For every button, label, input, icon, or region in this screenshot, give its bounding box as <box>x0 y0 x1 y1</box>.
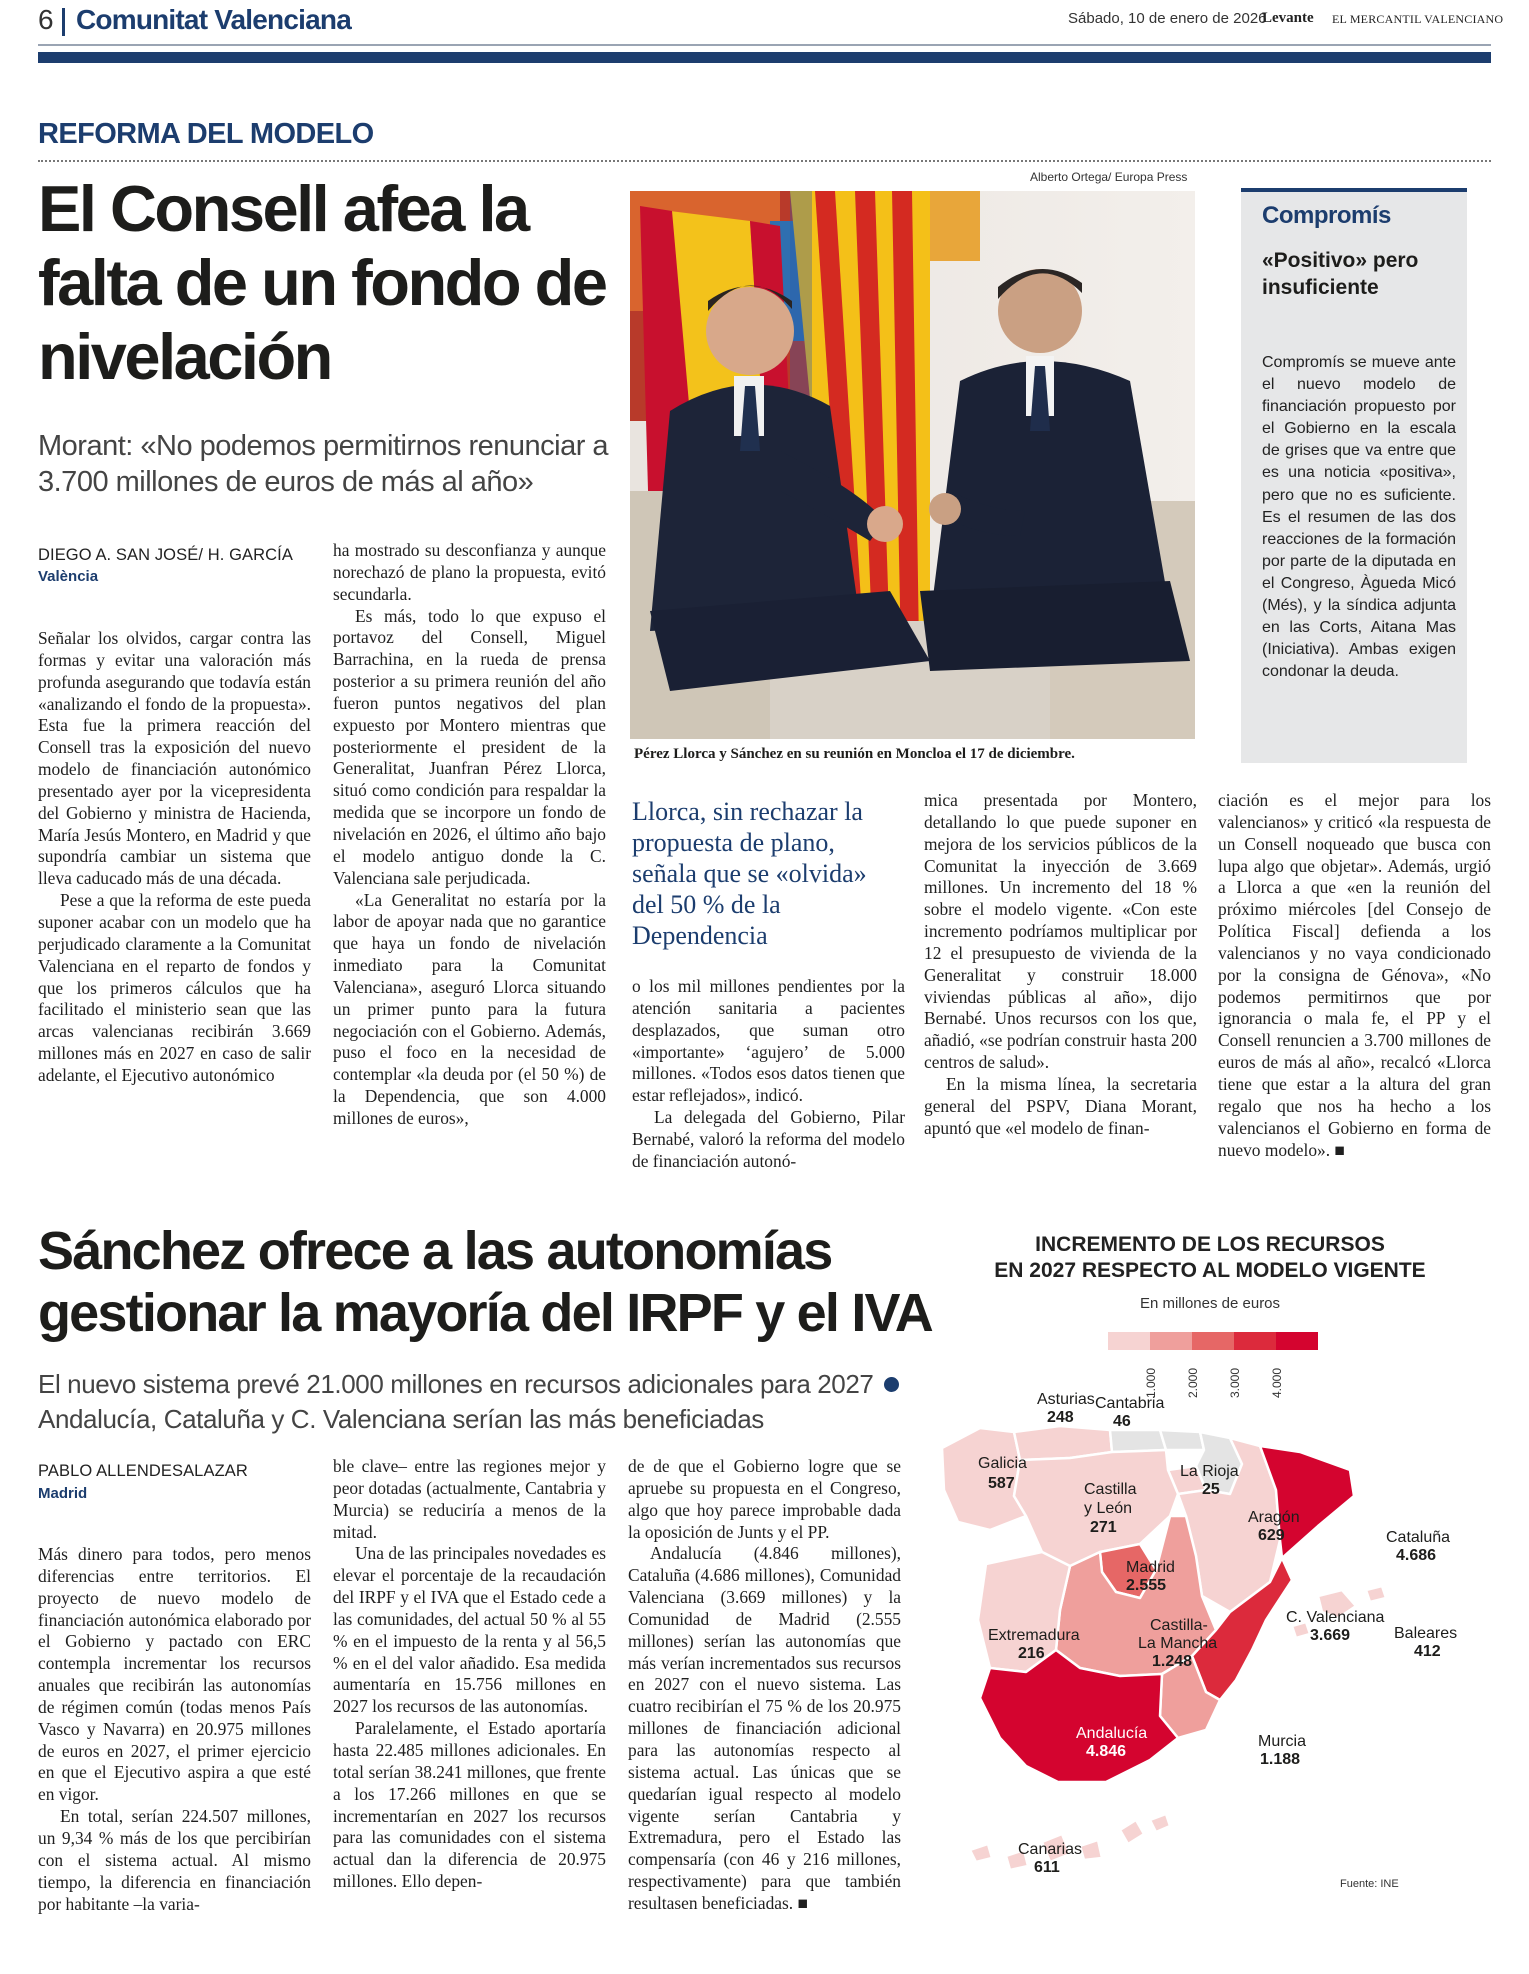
legend <box>1108 1332 1318 1398</box>
label-madrid-value: 2.555 <box>1126 1577 1167 1594</box>
legend-swatch-2 <box>1150 1332 1192 1350</box>
label-clm-value: 1.248 <box>1152 1653 1193 1670</box>
paragraph: Una de las principales novedades es elevar el porcentaje de la recaudación del IRPF y el IVA que el Estado cede a las comunidades, del actual 50 % al 55 % en el impuesto de la renta y al 56,5 % en el del valor añadido. Esa medida aumentaría en 15.756 millones en 2027 los recursos de las autonomías. <box>333 1543 606 1717</box>
sidebar-body: Compromís se mueve ante el nuevo modelo de financiación propuesto por el Gobierno en la escala de grises que va entre que es una noticia «positiva», pero que no es suficiente. Es el resumen de las dos reacciones de la formación por parte de la diputada en el Congreso, Àgueda Micó (Més), y la síndica adjunta en las Corts, Aitana Mas (Iniciativa). Ambas exigen condonar la deuda. <box>1262 354 1456 681</box>
article-column-4 <box>924 790 1197 1140</box>
paragraph: Paralelamente, el Estado aportaría hasta 22.485 millones adicionales. En total serían 38.241 millones, que frente a los 17.266 millones en que se incrementarían en 2027 los recursos para las comunidades con el sistema actual dan la diferencia de 20.975 millones. Ello depen- <box>333 1718 606 1892</box>
infographic-title-line2: EN 2027 RESPECTO AL MODELO VIGENTE <box>994 1259 1426 1282</box>
label-extremadura-name: Extremadura <box>988 1627 1080 1644</box>
kicker-divider <box>38 160 1491 162</box>
label-canarias-value: 611 <box>1034 1859 1060 1876</box>
article-byline: DIEGO A. SAN JOSÉ/ H. GARCÍA <box>38 546 293 564</box>
label-castilla-y-leon-value: 271 <box>1090 1519 1117 1536</box>
infographic-title-line1: INCREMENTO DE LOS RECURSOS <box>1035 1233 1385 1256</box>
paragraph: Más dinero para todos, pero menos diferencias entre territorios. El proyecto de nuevo modelo de financiación autonómica elaborado por el Gobierno y pactado con ERC contempla incrementar los recursos anuales que recibirán las autonomías de régimen común (todas menos País Vasco y Navarra) en 20.975 millones de euros en 2027, el primer ejercicio en que el Ejecutivo aspira a que esté en vigor. <box>38 1544 311 1805</box>
paragraph: ble clave– entre las regiones mejor y peor dotadas (actualmente, Cantabria y Murcia) se reduciría a menos de la mitad. <box>333 1456 606 1542</box>
legend-swatch-5 <box>1276 1332 1318 1350</box>
label-cantabria-name: Cantabria <box>1095 1395 1165 1412</box>
label-murcia-value: 1.188 <box>1260 1751 1301 1768</box>
paragraph: Andalucía (4.846 millones), Cataluña (4.686 millones), Comunidad Valenciana (3.669 millones) y la Comunidad de Madrid (2.555 millones) serían las autonomías que más verían incrementados sus recursos en 2027 con el nuevo sistema. Las cuatro recibirían el 75 % de los 20.975 millones de financiación adicional para las autonomías respecto al sistema actual. Las únicas que se quedarían igual respecto al modelo vigente serían Cantabria y Extremadura, pero el Estado las compensaría (con 46 y 216 millones, respectivamente) para que también resultasen beneficiadas. ■ <box>628 1543 901 1913</box>
article-column-2 <box>333 540 606 1130</box>
article-location: València <box>38 568 99 585</box>
label-cataluna-value: 4.686 <box>1396 1547 1437 1564</box>
paragraph: ciación es el mejor para los valencianos» y criticó «la respuesta de un Consell noqueado que busca con lupa algo que objetar». Además, urgió a Llorca a que «en la reunión del próximo miércoles [del Consejo de Política Fiscal] defienda a los valencianos y no vaya condicionado por la consigna de Génova», «No podemos permitirnos que por ignorancia o mala fe, el PP y el Consell renuncien a 3.700 millones de euros de más al año», recalcó «Llorca tiene que estar a la altura del gran regalo que nos ha hecho a los valencianos el Gobierno en forma de nuevo modelo». ■ <box>1218 790 1491 1160</box>
article-headline: El Consell afea la falta de un fondo de nivelación <box>38 172 606 393</box>
newspaper-brand-sub: EL MERCANTIL VALENCIANO <box>1332 12 1504 26</box>
article2-column-3 <box>628 1456 901 1915</box>
paragraph: Pese a que la reforma de este pueda suponer acabar con un modelo que ha perjudicado claramente a la Comunitat Valenciana en el reparto de fondos y que los primeros cálculos que ha facilitado el ministerio sean que las arcas valencianas recibirán 3.669 millones más en 2027 en caso de salir adelante, el Ejecutivo autonómico <box>38 890 311 1085</box>
label-baleares-name: Baleares <box>1394 1625 1458 1642</box>
legend-tick-3: 3.000 <box>1228 1367 1242 1398</box>
label-galicia-value: 587 <box>988 1475 1015 1492</box>
photo-credit: Alberto Ortega/ Europa Press <box>1030 170 1188 184</box>
bullet-icon <box>884 1377 899 1392</box>
legend-tick-4: 4.000 <box>1270 1367 1284 1398</box>
paragraph: de de que el Gobierno logre que se apruebe su propuesta en el Congreso, algo que hoy parece improbable dada la oposición de Junts y el PP. <box>628 1456 901 1542</box>
legend-swatch-1 <box>1108 1332 1150 1350</box>
infographic-source: Fuente: INE <box>1340 1878 1399 1890</box>
label-extremadura-value: 216 <box>1018 1645 1045 1662</box>
region-basque <box>1160 1430 1204 1450</box>
infographic-title <box>936 1232 1484 1284</box>
legend-swatch-4 <box>1234 1332 1276 1350</box>
label-cv-value: 3.669 <box>1310 1627 1351 1644</box>
article-subheadline: Morant: «No podemos permitirnos renunciar a 3.700 millones de euros de más al año» <box>38 430 609 498</box>
label-andalucia-name: Andalucía <box>1076 1725 1148 1742</box>
label-cantabria-value: 46 <box>1113 1413 1131 1430</box>
label-aragon-name: Aragón <box>1248 1509 1300 1526</box>
label-cataluna-name: Cataluña <box>1386 1529 1451 1546</box>
header-rule <box>38 44 1491 46</box>
article2-subheadline <box>38 1367 918 1437</box>
section-title: Comunitat Valenciana <box>76 4 351 35</box>
legend-tick-1: 1.000 <box>1144 1367 1158 1398</box>
region-cantabria <box>1110 1430 1166 1452</box>
label-asturias-value: 248 <box>1047 1409 1074 1426</box>
label-asturias-name: Asturias <box>1037 1391 1095 1408</box>
news-photo <box>630 191 1195 739</box>
subheadline-part-b: Andalucía, Cataluña y C. Valenciana serían las más beneficiadas <box>38 1404 764 1434</box>
paragraph: Señalar los olvidos, cargar contra las formas y evitar una valoración más profunda asegurando que todavía están «analizando el fondo de la propuesta». Esta fue la primera reacción del Consell tras la exposición del nuevo modelo de financiación autonómico presentado ayer por la vicepresidenta del Gobierno y ministra de Hacienda, María Jesús Montero, en Madrid y que supondría cambiar un sistema que lleva caducado más de una década. <box>38 628 311 889</box>
photo-caption: Pérez Llorca y Sánchez en su reunión en Moncloa el 17 de diciembre. <box>634 746 1075 762</box>
article-kicker: REFORMA DEL MODELO <box>38 118 374 150</box>
article2-column-2 <box>333 1456 606 1893</box>
sidebar-title: Compromís <box>1262 202 1391 229</box>
infographic-unit: En millones de euros <box>1139 1295 1281 1312</box>
paragraph: La delegada del Gobierno, Pilar Bernabé, valoró la reforma del modelo de financiación autonó- <box>632 1107 905 1171</box>
newspaper-brand: Levante <box>1262 10 1314 26</box>
sidebar-top-rule <box>1241 188 1467 192</box>
issue-date: Sábado, 10 de enero de 2026 <box>1068 10 1267 27</box>
article-column-1 <box>38 628 311 1087</box>
label-galicia-name: Galicia <box>978 1455 1027 1472</box>
article-column-3 <box>632 976 905 1173</box>
paragraph: «La Generalitat no estaría por la labor de apoyar nada que no garantice que haya un fondo de nivelación inmediato para la Comunitat Valenciana», aseguró Llorca situando un primer punto para la futura negociación con el Gobierno. Además, puso el foco en la necesidad de contemplar «la deuda por (el 50 %) de la Dependencia, que son 4.000 millones de euros», <box>333 889 606 1128</box>
article2-headline: Sánchez ofrece a las autonomías gestionar la mayoría del IRPF y el IVA <box>38 1221 932 1343</box>
pull-quote: Llorca, sin rechazar la propuesta de plano, señala que se «olvida» del 50 % de la Dependencia <box>632 797 867 950</box>
label-canarias-name: Canarias <box>1018 1841 1083 1858</box>
article2-location: Madrid <box>38 1485 88 1502</box>
label-clm-name: Castilla- <box>1150 1617 1208 1634</box>
label-la-rioja-value: 25 <box>1202 1481 1220 1498</box>
label-aragon-value: 629 <box>1258 1527 1285 1544</box>
paragraph: Es más, todo lo que expuso el portavoz del Consell, Miguel Barrachina, en la rueda de prensa posterior a su primera reunión del año fueron puntos negativos del plan expuesto por Montero mientras que posteriormente el president de la Generalitat, Juanfran Pérez Llorca, situó como condición para respaldar la medida que se incorpore un fondo de nivelación en 2026, el último año bajo el modelo antiguo donde la C. Valenciana sale perjudicada. <box>333 605 606 888</box>
paragraph: En total, serían 224.507 millones, un 9,34 % más de los que percibirían con el sistema actual. Al mismo tiempo, la diferencia en financiación por habitante –la varia- <box>38 1806 311 1914</box>
article2-byline: PABLO ALLENDESALAZAR <box>38 1462 248 1480</box>
label-madrid-name: Madrid <box>1126 1559 1175 1576</box>
article-column-5 <box>1218 790 1491 1161</box>
label-castilla-y-leon-name2: y León <box>1084 1500 1133 1517</box>
paragraph: En la misma línea, la secretaria general del PSPV, Diana Morant, apuntó que «el modelo de finan- <box>924 1073 1197 1138</box>
paragraph: ha mostrado su desconfianza y aunque norechazó de plano la propuesta, evitó secundarla. <box>333 540 606 604</box>
header-bar <box>38 52 1491 63</box>
subheadline-part-a: El nuevo sistema prevé 21.000 millones en recursos adicionales para 2027 <box>38 1369 874 1399</box>
legend-swatch-3 <box>1192 1332 1234 1350</box>
label-clm-name2: La Mancha <box>1138 1635 1218 1652</box>
paragraph: mica presentada por Montero, detallando lo que puede suponer en mejora de los servicios públicos de la Comunitat la inyección de 3.669 millones. Un incremento del 18 % sobre el modelo vigente. «Con este incremento podríamos multiplicar por 12 el presupuesto de vivienda de la Generalitat y construir 18.000 viviendas públicas al año», dijo Bernabé. Unos recursos con los que, añadió, «se podrían construir hasta 200 centros de salud». <box>924 790 1197 1073</box>
paragraph: o los mil millones pendientes por la atención sanitaria a pacientes desplazados, que suman otro «importante» ‘agujero’ de 5.000 millones. «Todos esos datos tienen que estar reflejados», indicó. <box>632 976 905 1106</box>
page-number: 6 <box>38 4 54 35</box>
spain-map <box>930 1320 1490 1890</box>
legend-tick-2: 2.000 <box>1186 1367 1200 1398</box>
header-separator <box>62 8 65 36</box>
photo-illustration <box>630 191 1195 739</box>
sidebar-headline: «Positivo» pero insuficiente <box>1262 249 1419 299</box>
label-cv-name: C. Valenciana <box>1286 1609 1385 1626</box>
label-murcia-name: Murcia <box>1258 1733 1307 1750</box>
label-la-rioja-name: La Rioja <box>1180 1463 1239 1480</box>
article2-column-1 <box>38 1544 311 1915</box>
label-andalucia-value: 4.846 <box>1086 1743 1127 1760</box>
label-castilla-y-leon-name: Castilla <box>1084 1481 1137 1498</box>
label-baleares-value: 412 <box>1414 1643 1441 1660</box>
